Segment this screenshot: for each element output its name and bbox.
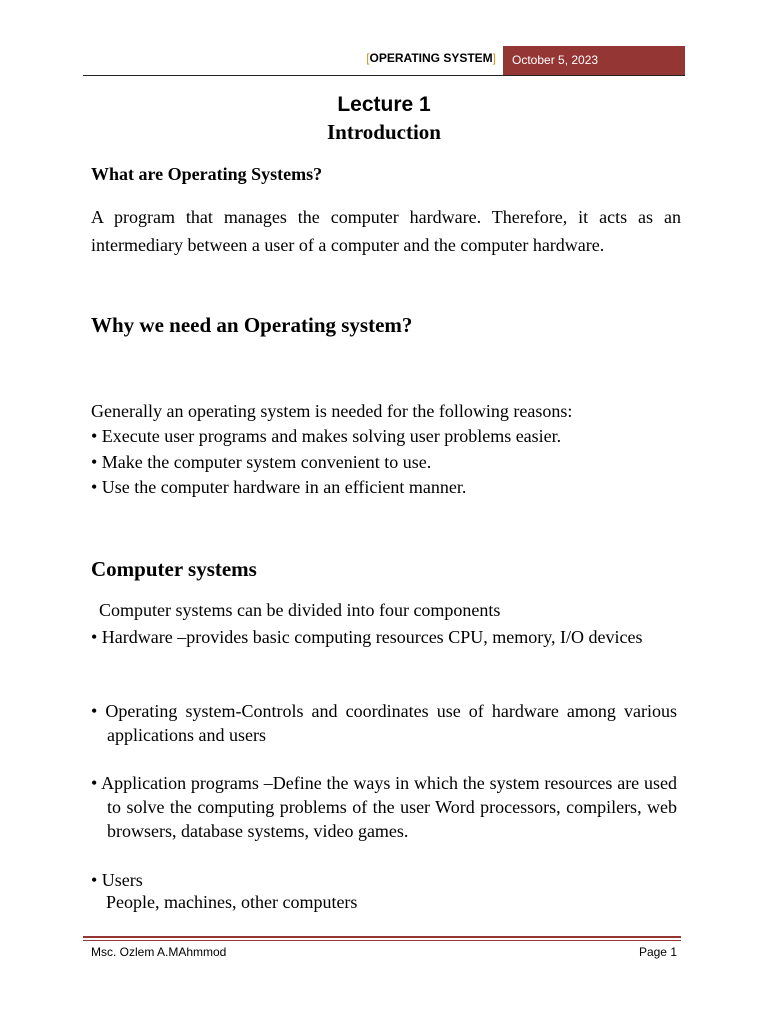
lecture-title: Lecture 1 <box>337 93 431 116</box>
list-item: • Make the computer system convenient to use. <box>91 452 432 472</box>
header-divider <box>83 75 685 76</box>
users-detail: People, machines, other computers <box>106 892 358 912</box>
footer-divider <box>83 936 681 938</box>
list-item: • Users <box>91 870 143 890</box>
list-item: • Execute user programs and makes solving user problems easier. <box>91 426 562 446</box>
section-heading-why: Why we need an Operating system? <box>91 313 413 337</box>
footer-page-number: Page 1 <box>638 945 677 959</box>
section-heading-what: What are Operating Systems? <box>91 164 323 184</box>
header-title <box>300 51 496 65</box>
section-intro-computer-systems: Computer systems can be divided into four components <box>99 600 501 620</box>
section-intro-why: Generally an operating system is needed for the following reasons: <box>91 401 573 421</box>
header-title-text: OPERATING SYSTEM <box>369 51 493 65</box>
section-body-what: A program that manages the computer hardware. Therefore, it acts as an intermediary between a user of a computer and the computer hardware. <box>91 207 681 255</box>
list-item: • Hardware –provides basic computing resources CPU, memory, I/O devices <box>91 627 643 647</box>
header-date: October 5, 2023 <box>503 46 685 75</box>
list-item: • Application programs –Define the ways in which the system resources are used to solve the computing problems of the user Word processors, compilers, web browsers, database systems, video games. <box>91 773 677 841</box>
header-bracket-close: ] <box>492 51 496 65</box>
list-item: • Use the computer hardware in an efficient manner. <box>91 477 467 497</box>
list-item: • Operating system-Controls and coordinates use of hardware among various applications and users <box>91 701 677 745</box>
footer-author: Msc. Ozlem A.MAhmmod <box>91 945 227 959</box>
lecture-subtitle: Introduction <box>327 120 441 144</box>
footer-divider-thin <box>83 940 681 941</box>
section-heading-computer-systems: Computer systems <box>91 557 257 581</box>
header-bracket-open: [ <box>366 51 370 65</box>
